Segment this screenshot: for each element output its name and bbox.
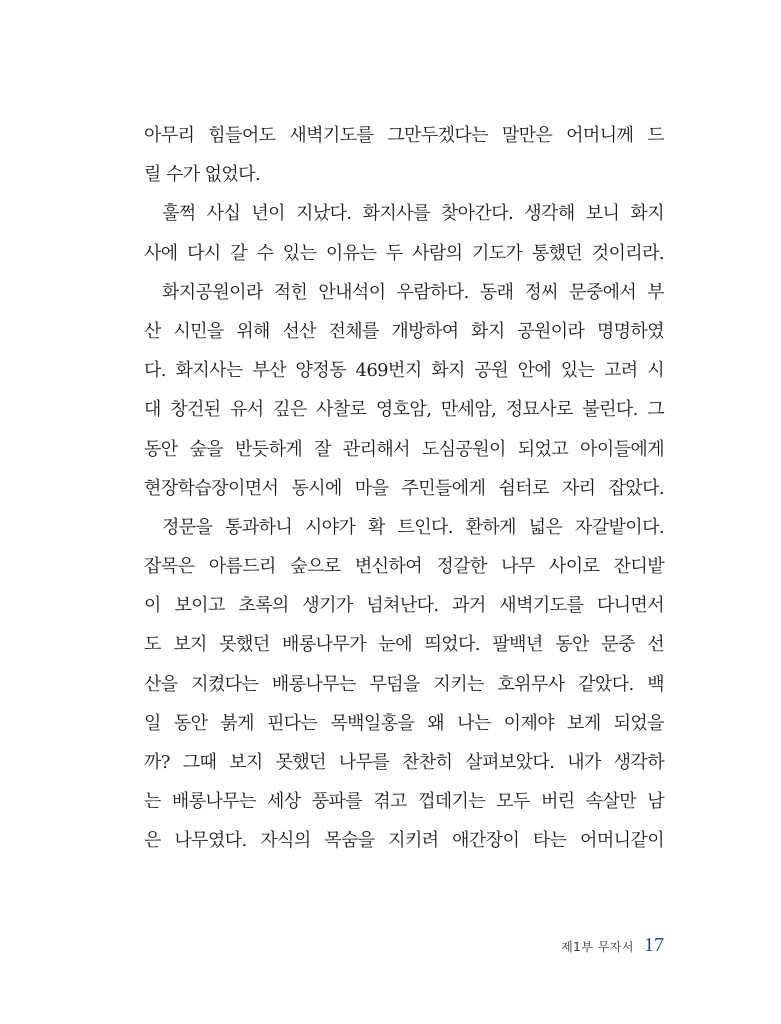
section-label: 제1부 무자서 [561,940,634,954]
text-line: 훌쩍 사십 년이 지났다. 화지사를 찾아간다. 생각해 보니 화지 [162,203,664,225]
text-line: 일 동안 붉게 핀다는 목백일홍을 왜 나는 이제야 보게 되었을 [144,712,664,734]
text-line: 화지공원이라 적힌 안내석이 우람하다. 동래 정씨 문중에서 부 [162,281,664,303]
page-number: 17 [644,934,664,956]
text-line: 이 보이고 초록의 생기가 넘쳐난다. 과거 새벽기도를 다니면서 [144,595,664,617]
text-line: 현장학습장이면서 동시에 마을 주민들에게 쉼터로 자리 잡았다. [144,477,664,499]
text-line: 은 나무였다. 자식의 목숨을 지키려 애간장이 타는 어머니같이 [144,830,664,852]
text-line: 아무리 힘들어도 새벽기도를 그만두겠다는 말만은 어머니께 드 [144,125,664,146]
text-line: 까? 그때 보지 못했던 나무를 찬찬히 살펴보았다. 내가 생각하 [144,752,664,773]
text-line: 산 시민을 위해 선산 전체를 개방하여 화지 공원이라 명명하였 [144,320,664,342]
text-line: 대 창건된 유서 깊은 사찰로 영호암, 만세암, 정묘사로 불린다. 그 [144,399,664,421]
text-line: 동안 숲을 반듯하게 잘 관리해서 도심공원이 되었고 아이들에게 [144,438,664,460]
text-line: 산을 지켰다는 배롱나무는 무덤을 지키는 호위무사 같았다. 백 [144,673,664,695]
text-line: 사에 다시 갈 수 있는 이유는 두 사람의 기도가 통했던 것이리라. [144,242,664,264]
text-line: 다. 화지사는 부산 양정동 469번지 화지 공원 안에 있는 고려 시 [144,360,664,382]
text-line: 잡목은 아름드리 숲으로 변신하여 정갈한 나무 사이로 잔디밭 [144,556,664,578]
page-footer [480,934,664,966]
text-line: 정문을 통과하니 시야가 확 트인다. 환하게 넓은 자갈밭이다. [162,516,664,538]
body-text [144,116,664,861]
text-line: 도 보지 못했던 배롱나무가 눈에 띄었다. 팔백년 동안 문중 선 [144,634,664,656]
text-line: 릴 수가 없었다. [144,164,261,186]
text-line: 는 배롱나무는 세상 풍파를 겪고 껍데기는 모두 버린 속살만 남 [144,791,664,813]
